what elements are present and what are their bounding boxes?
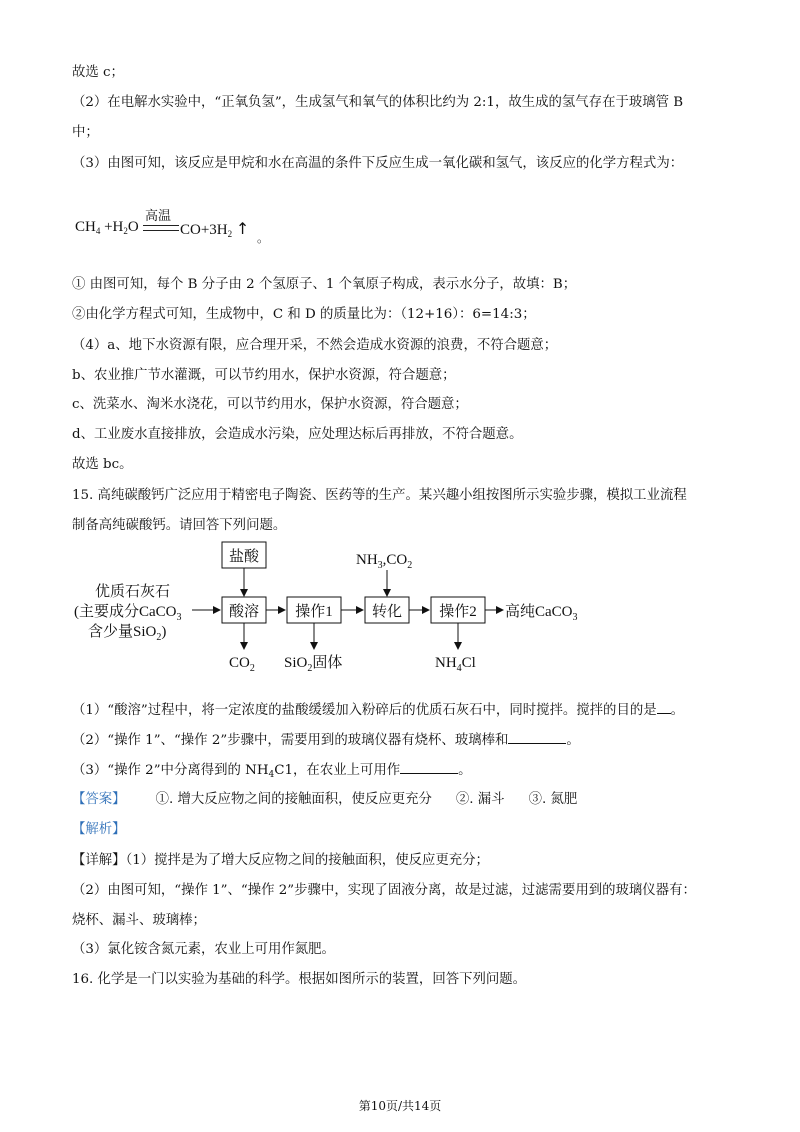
detail-line: 烧杯、漏斗、玻璃棒； bbox=[72, 913, 206, 928]
acid-dissolve-label: 酸溶 bbox=[228, 604, 260, 620]
text-line: b、农业推广节水灌溉，可以节约用水，保护水资源，符合题意； bbox=[72, 368, 456, 383]
answer-blank bbox=[508, 731, 566, 744]
text-line: （2）在电解水实验中，“正氧负氢”，生成氢气和氧气的体积比约为 2:1，故生成的氢气存在于玻璃管 B bbox=[72, 95, 684, 110]
product-label: 高纯CaCO$_3$ bbox=[505, 604, 578, 623]
nh4cl-label: $NH_4Cl$ bbox=[435, 655, 476, 674]
svg-text:(主要成分CaCO3: (主要成分CaCO$_3$ bbox=[74, 604, 182, 623]
answer-tag: 【答案】 bbox=[72, 792, 126, 807]
co2-label: $CO_2$ bbox=[229, 655, 255, 674]
svg-text:优质石灰石: 优质石灰石 bbox=[95, 584, 171, 600]
equation-products: $CO+3H_2$ ↑ bbox=[180, 219, 250, 239]
question-title: 制备高纯碳酸钙。请回答下列问题。 bbox=[72, 518, 287, 533]
sub-question-3: （3）“操作 2”中分离得到的 $NH_4C1$，在农业上可用作 。 bbox=[72, 763, 472, 780]
question-title: 16. 化学是一门以实验为基础的科学。根据如图所示的装置，回答下列问题。 bbox=[72, 972, 527, 987]
text-line: ① 由图可知，每个 B 分子由 2 个氢原子、1 个氧原子构成，表示水分子，故填：B； bbox=[72, 277, 577, 292]
text-line: 故选 c； bbox=[72, 65, 124, 80]
detail-tag: 【详解】 bbox=[72, 853, 126, 868]
detail-line: （3）氯化铵含氮元素，农业上可用作氮肥。 bbox=[72, 942, 335, 957]
text-line: （3）由图可知，该反应是甲烷和水在高温的条件下反应生成一氧化碳和氢气，该反应的化学方程式为： bbox=[72, 156, 684, 171]
page-footer: 第10页/共14页 bbox=[358, 1099, 442, 1113]
text-line: 中； bbox=[72, 125, 99, 140]
text-line: d、工业废水直接排放，会造成水污染，应处理达标后再排放，不符合题意。 bbox=[72, 427, 523, 442]
text-line: c、洗菜水、淘米水浇花，可以节约用水，保护水资源，符合题意； bbox=[72, 397, 468, 412]
detail-line: 【详解】（1）搅拌是为了增大反应物之间的接触面积，使反应更充分； bbox=[72, 853, 489, 868]
equation-period: 。 bbox=[257, 231, 270, 245]
equation-reactants: $CH_4 +H_2O$ bbox=[75, 219, 139, 236]
sub-question-2: （2）“操作 1”、“操作 2”步骤中，需要用到的玻璃仪器有烧杯、玻璃棒和 。 bbox=[72, 733, 580, 748]
text-line: ②由化学方程式可知，生成物中，C 和 D 的质量比为：（12+16）：6=14:3； bbox=[72, 307, 536, 322]
answer-line: 【答案】 ①. 增大反应物之间的接触面积，使反应更充分 ②. 漏斗 ③. 氮肥 bbox=[72, 792, 578, 807]
answer-blank bbox=[657, 701, 671, 714]
reaction-condition: 高温 bbox=[145, 209, 172, 224]
flowchart bbox=[60, 536, 600, 676]
equation-equals-sign bbox=[143, 225, 179, 231]
answer-blank bbox=[400, 761, 458, 774]
svg-text:含少量SiO2): 含少量SiO$_2$) bbox=[88, 624, 167, 643]
text-line: 故选 bc。 bbox=[72, 457, 133, 472]
gas-up-arrow-icon: ↑ bbox=[235, 219, 250, 238]
operation-1-label: 操作1 bbox=[295, 604, 333, 620]
sio2-solid-label: SiO$_2$固体 bbox=[284, 655, 343, 674]
hcl-label: 盐酸 bbox=[228, 549, 260, 565]
analysis-tag: 【解析】 bbox=[72, 822, 126, 837]
chemical-equation bbox=[75, 205, 335, 245]
sub-question-1: （1）“酸溶”过程中，将一定浓度的盐酸缓缓加入粉碎后的优质石灰石中，同时搅拌。搅拌的目的是 。 bbox=[72, 703, 685, 718]
question-title: 15. 高纯碳酸钙广泛应用于精密电子陶瓷、医药等的生产。某兴趣小组按图所示实验步骤，模拟工业流程 bbox=[72, 488, 687, 503]
reagent-label: $NH_3,CO_2$ bbox=[356, 552, 413, 571]
detail-line: （2）由图可知，“操作 1”、“操作 2”步骤中，实现了固液分离，故是过滤，过滤需要用到的玻璃仪器有： bbox=[72, 883, 696, 898]
conversion-label: 转化 bbox=[371, 604, 403, 620]
text-line: （4）a、地下水资源有限，应合理开采，不然会造成水资源的浪费，不符合题意； bbox=[72, 338, 558, 353]
operation-2-label: 操作2 bbox=[439, 604, 477, 620]
raw-material-label bbox=[74, 583, 182, 643]
